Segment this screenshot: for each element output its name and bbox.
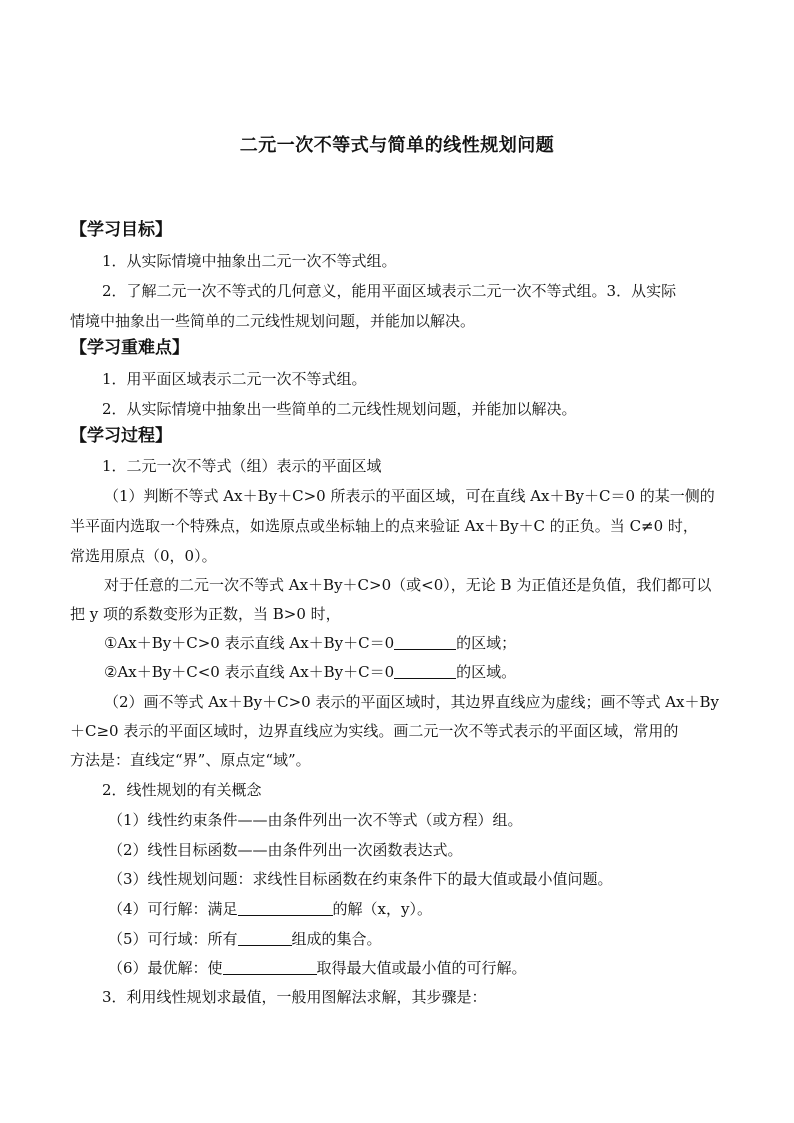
answer-blank[interactable] — [223, 960, 317, 975]
answer-blank[interactable] — [238, 931, 292, 946]
p1-item-1-prefix: ①Ax＋By＋C>0 表示直线 Ax＋By＋C＝0 — [104, 634, 395, 652]
p1-item-1-suffix: 的区域； — [456, 634, 517, 652]
p2-item-4 — [108, 899, 768, 919]
p1-title: 1．二元一次不等式（组）表示的平面区域 — [102, 457, 382, 475]
p1-para1-line1: （1）判断不等式 Ax＋By＋C>0 所表示的平面区域，可在直线 Ax＋By＋C＝0 的某一侧的 — [104, 487, 715, 505]
p2-item-3: （3）线性规划问题：求线性目标函数在约束条件下的最大值或最小值问题。 — [108, 870, 613, 888]
objective-2-line2: 情境中抽象出一些简单的二元线性规划问题，并能加以解决。 — [70, 312, 476, 330]
p1-item-2-prefix: ②Ax＋By＋C<0 表示直线 Ax＋By＋C＝0 — [104, 663, 395, 681]
p2-title: 2．线性规划的有关概念 — [102, 781, 262, 799]
p1-para2-line1: 对于任意的二元一次不等式 Ax＋By＋C>0（或<0），无论 B 为正值还是负值，我们都可以 — [104, 576, 712, 594]
p1-para1-line2: 半平面内选取一个特殊点，如选原点或坐标轴上的点来验证 Ax＋By＋C 的正负。当 C≠0 时， — [70, 517, 698, 535]
p2-item-6-prefix: （6）最优解：使 — [108, 959, 223, 977]
p1-item-1 — [104, 633, 764, 653]
p1-para2-line2: 把 y 项的系数变形为正数，当 B>0 时， — [70, 605, 341, 623]
p2-item-6-suffix: 取得最大值或最小值的可行解。 — [316, 959, 527, 977]
p2-item-4-suffix: 的解（x，y）。 — [332, 900, 432, 918]
keypoint-2: 2．从实际情境中抽象出一些简单的二元线性规划问题，并能加以解决。 — [102, 400, 577, 418]
keypoint-1: 1．用平面区域表示二元一次不等式组。 — [102, 370, 367, 388]
objectives-heading: 【学习目标】 — [70, 220, 172, 240]
p2-item-2: （2）线性目标函数——由条件列出一次函数表达式。 — [108, 841, 463, 859]
p1-item-2-suffix: 的区域。 — [456, 663, 517, 681]
answer-blank[interactable] — [394, 664, 456, 679]
p2-item-5 — [108, 929, 768, 949]
keypoints-heading: 【学习重难点】 — [70, 338, 189, 358]
p2-item-5-prefix: （5）可行域：所有 — [108, 930, 238, 948]
p3-title: 3．利用线性规划求最值，一般用图解法求解，其步骤是： — [102, 988, 487, 1006]
p2-item-4-prefix: （4）可行解：满足 — [108, 900, 238, 918]
p1-para3-line1: （2）画不等式 Ax＋By＋C>0 表示的平面区域时，其边界直线应为虚线；画不等式 Ax＋By — [104, 693, 720, 711]
p2-item-1: （1）线性约束条件——由条件列出一次不等式（或方程）组。 — [108, 811, 523, 829]
p2-item-6 — [108, 958, 768, 978]
answer-blank[interactable] — [394, 635, 456, 650]
p1-para1-line3: 常选用原点（0，0）。 — [70, 547, 217, 565]
answer-blank[interactable] — [238, 901, 333, 916]
p1-item-2 — [104, 662, 764, 682]
p1-para3-line2: ＋C≥0 表示的平面区域时，边界直线应为实线。画二元一次不等式表示的平面区域，常用的 — [70, 722, 679, 740]
objective-2-line1: 2．了解二元一次不等式的几何意义，能用平面区域表示二元一次不等式组。3．从实际 — [102, 282, 677, 300]
process-heading: 【学习过程】 — [70, 426, 172, 446]
p2-item-5-suffix: 组成的集合。 — [291, 930, 382, 948]
objective-1: 1．从实际情境中抽象出二元一次不等式组。 — [102, 252, 397, 270]
p1-para3-line3: 方法是：直线定“界”、原点定“域”。 — [70, 751, 311, 769]
page-title: 二元一次不等式与简单的线性规划问题 — [239, 135, 555, 156]
